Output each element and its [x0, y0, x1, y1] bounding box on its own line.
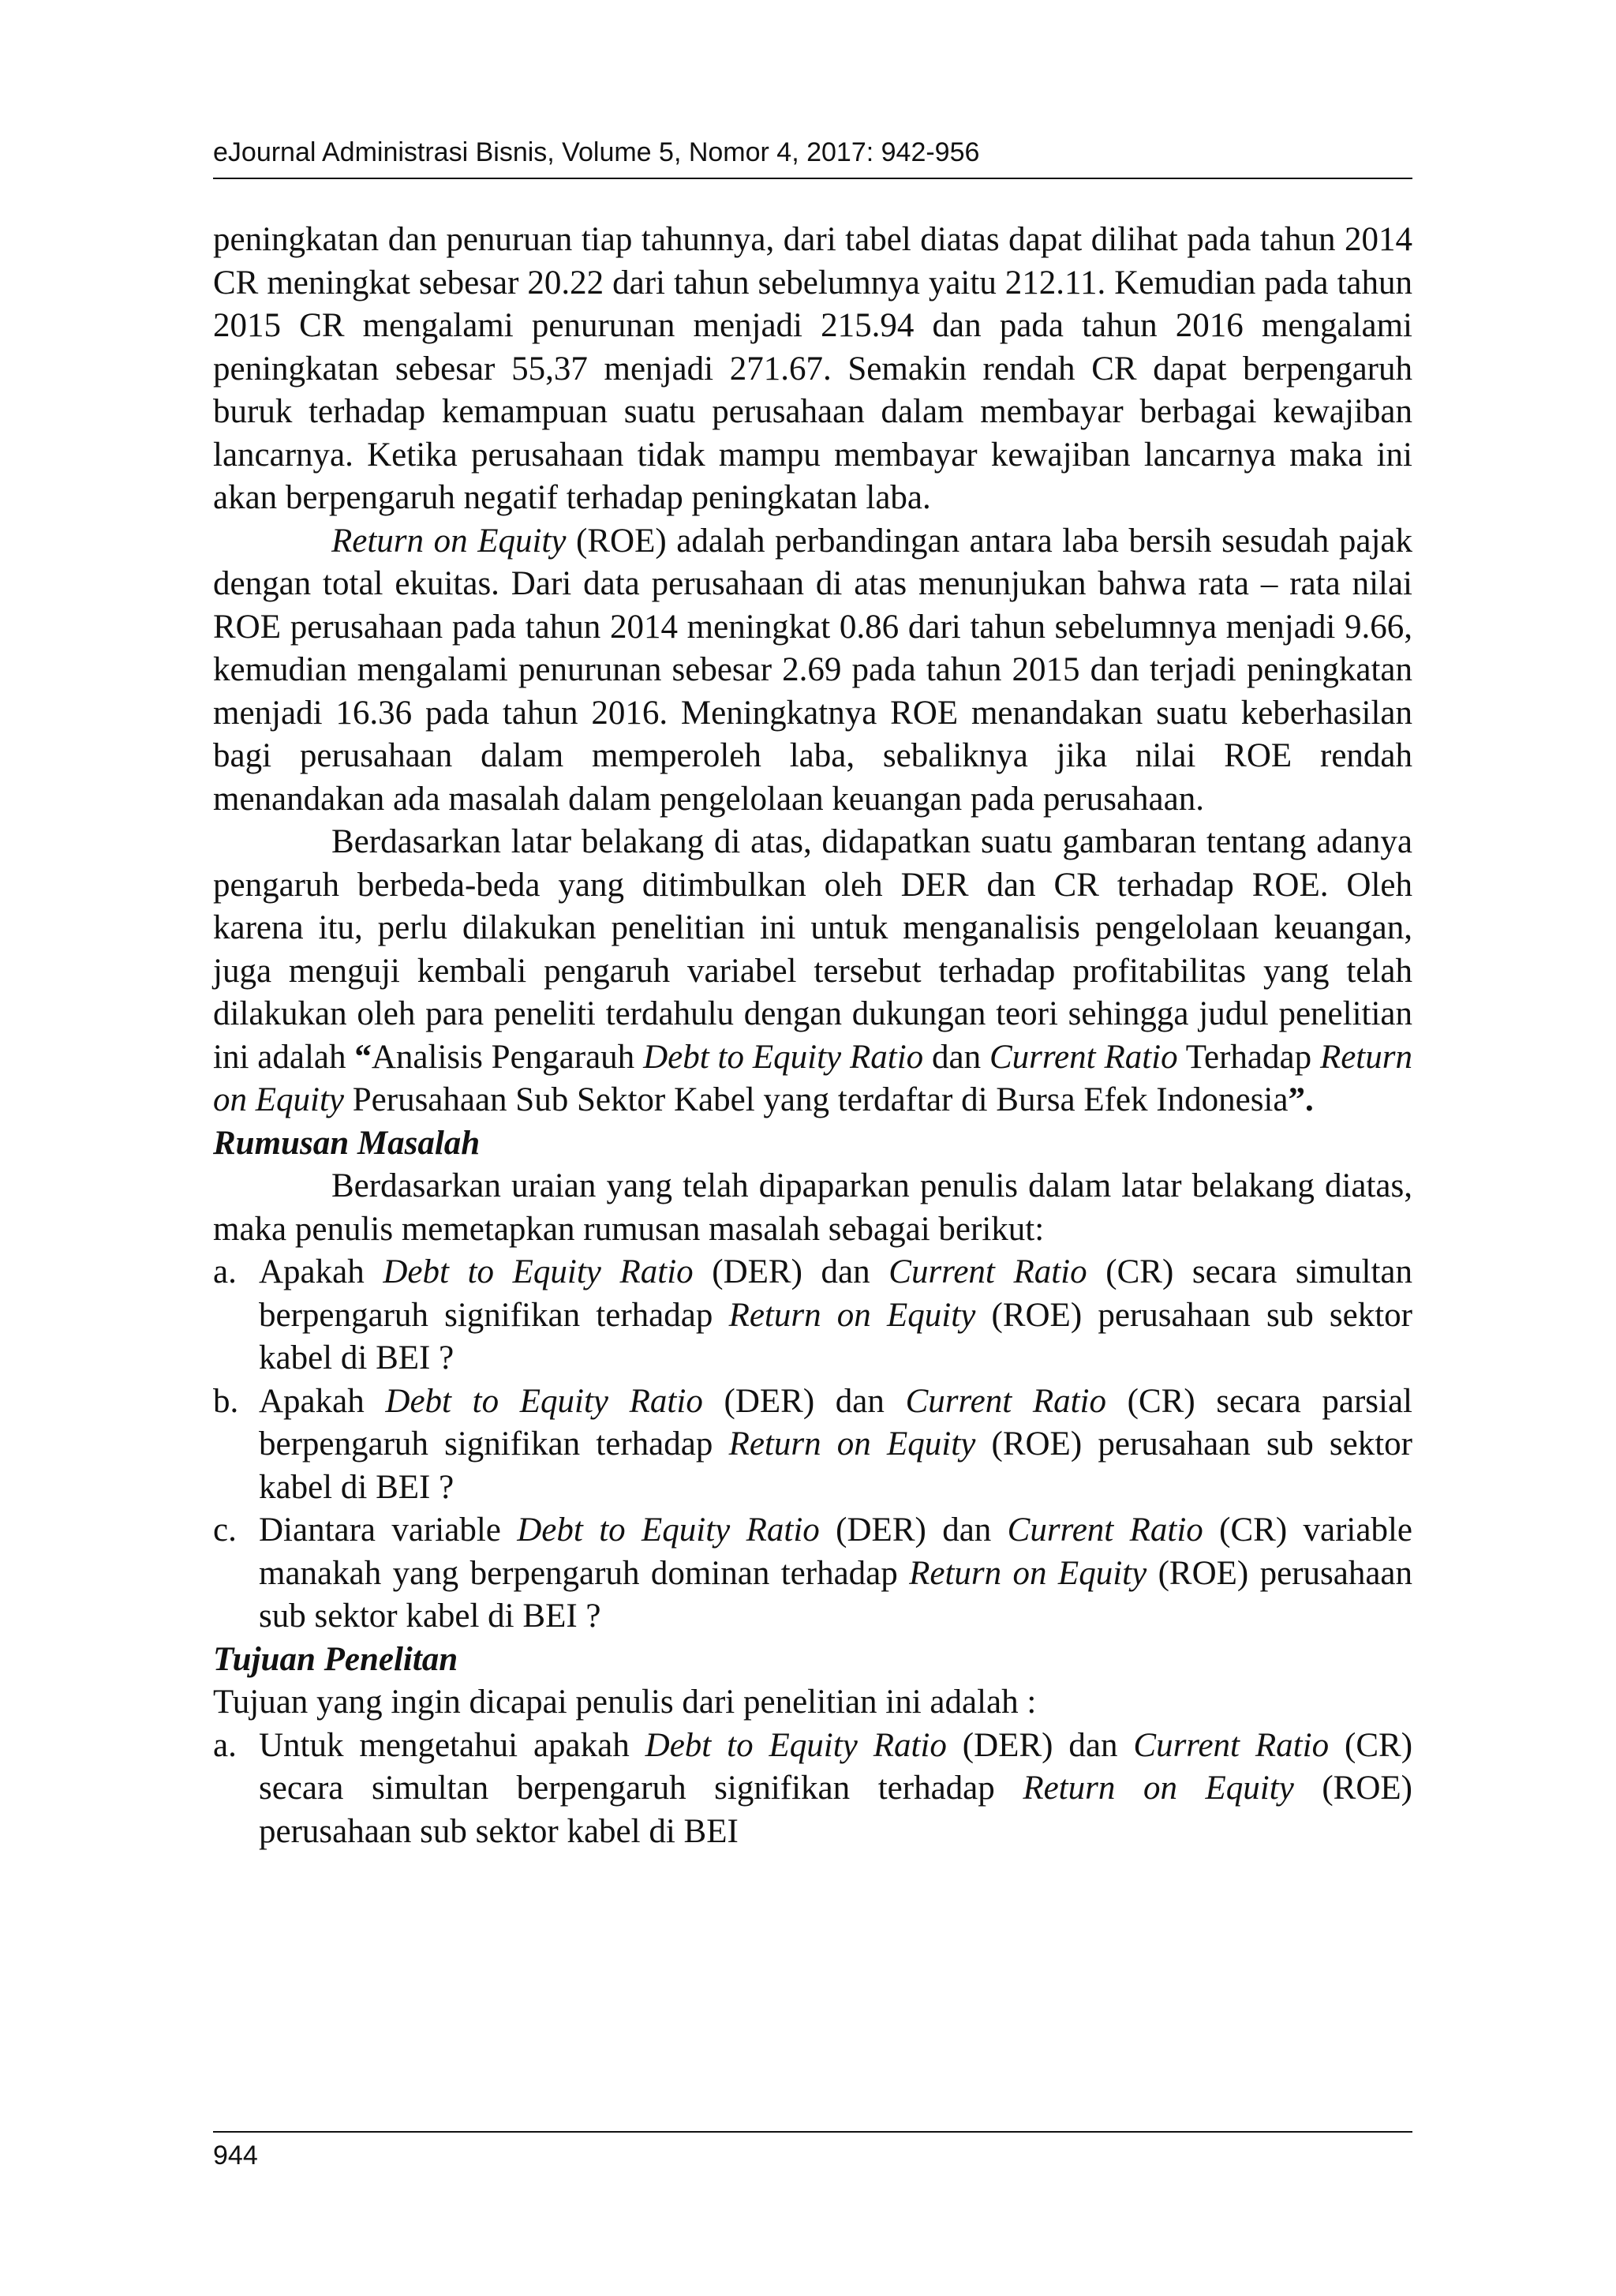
list-marker: b. — [213, 1382, 239, 1420]
header-divider — [213, 178, 1412, 179]
list-item: b. Apakah Debt to Equity Ratio (DER) dan Current Ratio (CR) secara parsial berpengaruh signifikan terhadap Return on Equity (ROE) perusahaan sub sektor kabel di BEI ? — [213, 1380, 1412, 1510]
list-marker: a. — [213, 1726, 237, 1764]
page-body — [213, 219, 1412, 1853]
paragraph-background-summary: Berdasarkan latar belakang di atas, didapatkan suatu gambaran tentang adanya pengaruh berbeda-beda yang ditimbulkan oleh DER dan CR terhadap ROE. Oleh karena itu, perlu dilakukan penelitian ini untuk menganalisis pengelolaan keuangan, juga menguji kembali pengaruh variabel tersebut terhadap profitabilitas yang telah dilakukan oleh para peneliti terdahulu dengan dukungan teori sehingga judul penelitian ini adalah “Analisis Pengarauh Debt to Equity Ratio dan Current Ratio Terhadap Return on Equity Perusahaan Sub Sektor Kabel yang terdaftar di Bursa Efek Indonesia”. — [213, 823, 1412, 1118]
paragraph-roe: Return on Equity (ROE) adalah perbandingan antara laba bersih sesudah pajak dengan total ekuitas. Dari data perusahaan di atas menunjukan bahwa rata – rata nilai ROE perusahaan pada tahun 2014 meningkat 0.86 dari tahun sebelumnya menjadi 9.66, kemudian mengalami penurunan sebesar 2.69 pada tahun 2015 dan terjadi peningkatan menjadi 16.36 pada tahun 2016. Meningkatnya ROE menandakan suatu keberhasilan bagi perusahaan dalam memperoleh laba, sebaliknya jika nilai ROE rendah menandakan ada masalah dalam pengelolaan keuangan pada perusahaan. — [213, 522, 1412, 818]
term-roe: Return on Equity — [331, 522, 567, 560]
footer-divider — [213, 2131, 1412, 2133]
section-heading-tujuan: Tujuan Penelitan — [213, 1640, 458, 1678]
paragraph-cr-trend: peningkatan dan penuruan tiap tahunnya, dari tabel diatas dapat dilihat pada tahun 2014 CR meningkat sebesar 20.22 dari tahun sebelumnya yaitu 212.11. Kemudian pada tahun 2015 CR mengalami penurunan menjadi 215.94 dan pada tahun 2016 mengalami peningkatan sebesar 55,37 menjadi 271.67. Semakin rendah CR dapat berpengaruh buruk terhadap kemampuan suatu perusahaan dalam membayar berbagai kewajiban lancarnya. Ketika perusahaan tidak mampu membayar kewajiban lancarnya maka ini akan berpengaruh negatif terhadap peningkatan laba. — [213, 221, 1412, 516]
running-header: eJournal Administrasi Bisnis, Volume 5, Nomor 4, 2017: 942-956 — [213, 137, 980, 167]
list-item: a. Untuk mengetahui apakah Debt to Equity Ratio (DER) dan Current Ratio (CR) secara simultan berpengaruh signifikan terhadap Return on Equity (ROE) perusahaan sub sektor kabel di BEI — [213, 1725, 1412, 1854]
rumusan-intro: Berdasarkan uraian yang telah dipaparkan penulis dalam latar belakang diatas, maka penulis memetapkan rumusan masalah sebagai berikut: — [213, 1167, 1412, 1248]
page-number: 944 — [213, 2141, 258, 2171]
list-item: a. Apakah Debt to Equity Ratio (DER) dan Current Ratio (CR) secara simultan berpengaruh signifikan terhadap Return on Equity (ROE) perusahaan sub sektor kabel di BEI ? — [213, 1251, 1412, 1380]
list-marker: c. — [213, 1511, 237, 1549]
list-marker: a. — [213, 1253, 237, 1290]
list-item: c. Diantara variable Debt to Equity Ratio (DER) dan Current Ratio (CR) variable manakah yang berpengaruh dominan terhadap Return on Equity (ROE) perusahaan sub sektor kabel di BEI ? — [213, 1509, 1412, 1639]
tujuan-intro: Tujuan yang ingin dicapai penulis dari penelitian ini adalah : — [213, 1684, 1037, 1721]
section-heading-rumusan: Rumusan Masalah — [213, 1124, 481, 1162]
